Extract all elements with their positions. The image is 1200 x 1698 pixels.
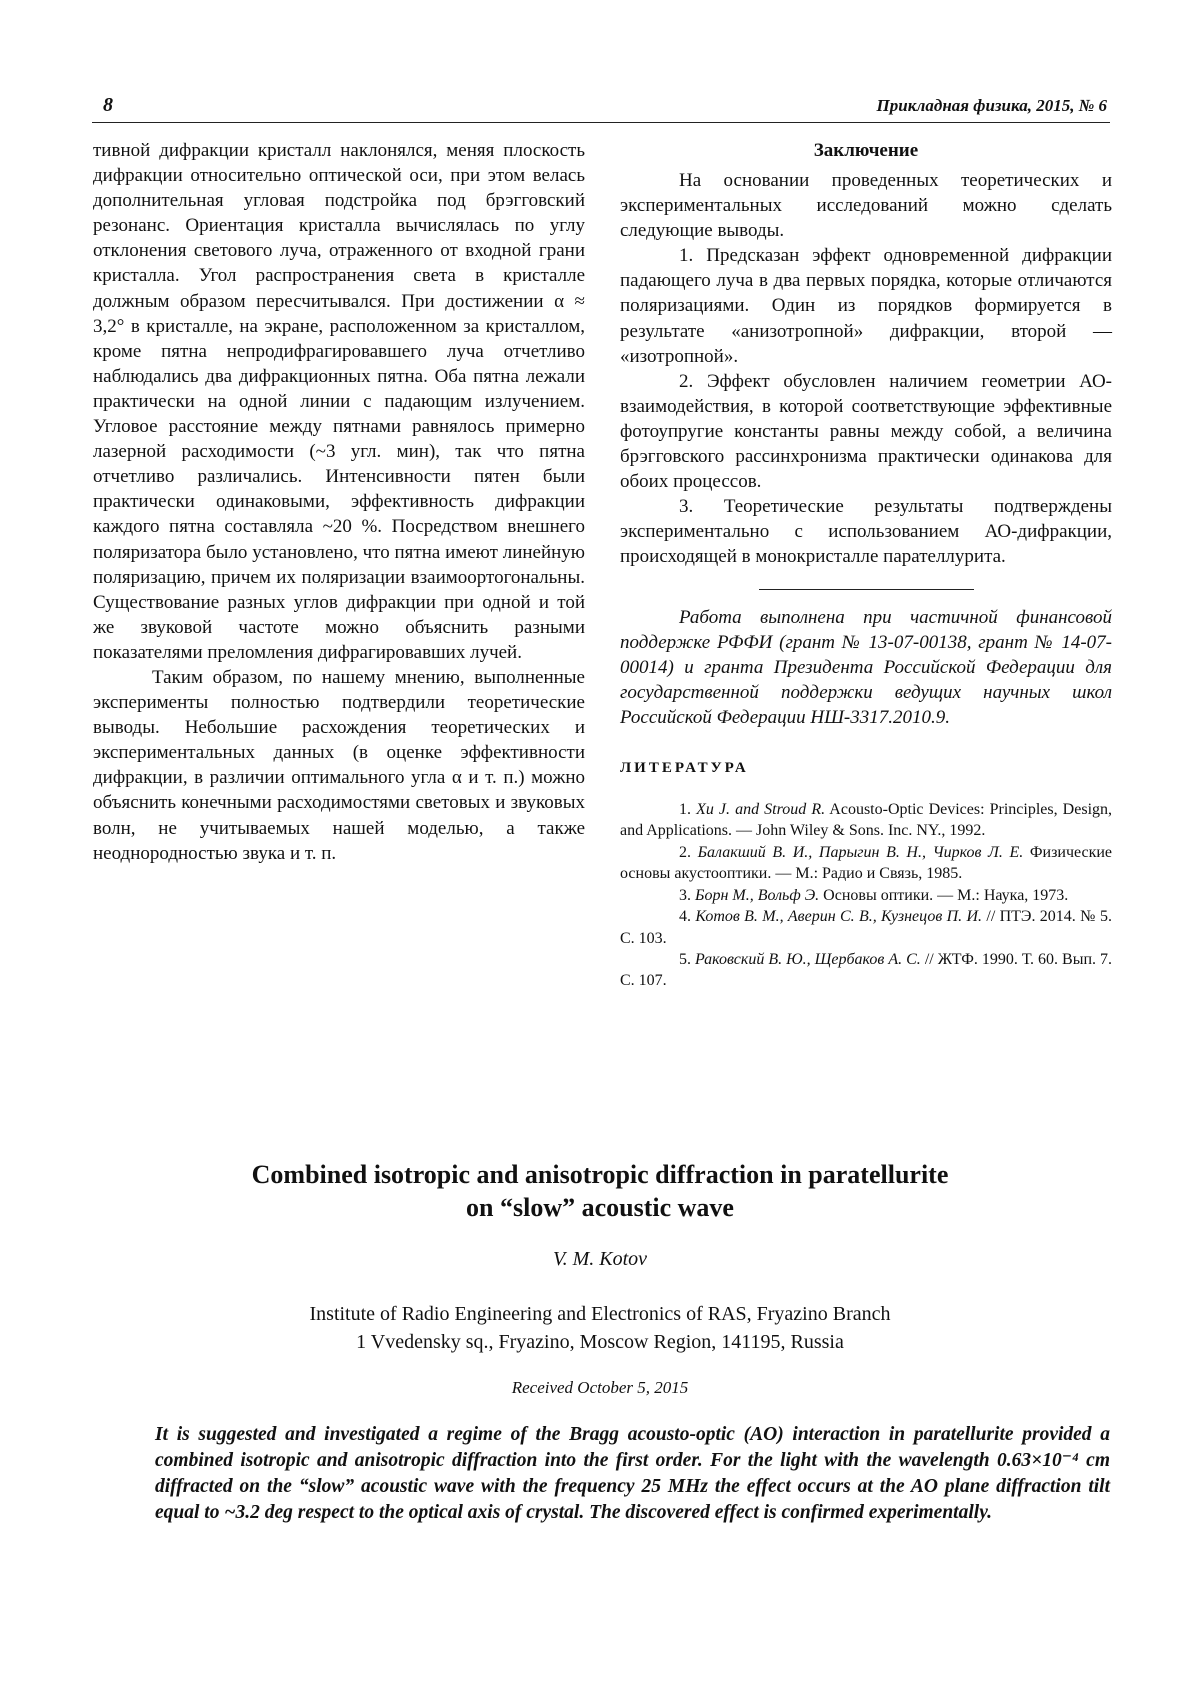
- references-heading: ЛИТЕРАТУРА: [620, 759, 749, 776]
- reference-item: 3. Борн М., Вольф Э. Основы оптики. — М.: Наука, 1973.: [679, 886, 1069, 904]
- page-number: 8: [103, 94, 113, 116]
- english-abstract: It is suggested and investigated a regime of the Bragg acousto-optic (AO) interaction in paratellurite provided a combined isotropic and anisotropic diffraction into the first order. For the light with the wavelength 0.63×10⁻⁴ cm diffracted on the “slow” acoustic wave with the frequency 25 MHz the effect occurs at the AO plane diffraction tilt equal to ~3.2 deg respect to the optical axis of crystal. The discovered effect is confirmed experimentally.: [155, 1424, 1110, 1523]
- conclusion-item: 3. Теоретические результаты подтверждены экспериментально с использованием АО-дифракции, происходящей в монокристалле парателлурита.: [620, 496, 1112, 568]
- english-affiliation: [100, 1300, 1100, 1356]
- reference-item: 5. Раковский В. Ю., Щербаков А. С. // ЖТФ. 1990. Т. 60. Вып. 7. С. 107.: [620, 950, 1113, 990]
- conclusion-item: 1. Предсказан эффект одновременной дифракции падающего луча в два первых порядка, которые отличаются поляризациями. Один из порядков формируется в результате «анизотропной» дифракции, второй — «изотропной».: [620, 245, 1112, 367]
- reference-item: 1. Xu J. and Stroud R. Acousto-Optic Devices: Principles, Design, and Applications. — John Wiley & Sons. Inc. NY., 1992.: [620, 801, 1113, 840]
- paragraph: Таким образом, по нашему мнению, выполненные эксперименты полностью подтвердили теоретические выводы. Небольшие расхождения теоретических и экспериментальных данных (в оценке эффективности дифракции, в различии оптимального угла α и т. п.) можно объяснить конечными расходимостями световых и звуковых волн, не учитываемых нашей моделью, а также неоднородностью звука и т. п.: [93, 666, 585, 864]
- page-header: [92, 92, 1110, 123]
- reference-list: [620, 799, 1112, 992]
- received-date: Received October 5, 2015: [511, 1378, 689, 1397]
- left-column: [93, 138, 585, 866]
- english-title: [100, 1158, 1100, 1224]
- conclusion-intro: На основании проведенных теоретических и экспериментальных исследований можно сделать следующие выводы.: [620, 170, 1112, 242]
- reference-item: 2. Балакший В. И., Парыгин В. Н., Чирков Л. Е. Физические основы акустооптики. — М.: Радио и Связь, 1985.: [620, 843, 1113, 883]
- conclusion-heading: Заключение: [813, 140, 919, 161]
- section-divider: [759, 589, 974, 590]
- affiliation-line: Institute of Radio Engineering and Electronics of RAS, Fryazino Branch: [309, 1303, 891, 1325]
- acknowledgment: Работа выполнена при частичной финансовой поддержке РФФИ (грант № 13-07-00138, грант № 14-07-00014) и гранта Президента Российской Федерации для государственной поддержки ведущих научных школ Российской Федерации НШ-3317.2010.9.: [620, 606, 1112, 728]
- conclusion-item: 2. Эффект обусловлен наличием геометрии АО-взаимодействия, в которой соответствующие эффективные фотоупругие константы равны между собой, а величина брэгговского рассинхронизма практически одинакова для обоих процессов.: [620, 370, 1112, 493]
- journal-title: Прикладная физика, 2015, № 6: [876, 96, 1107, 115]
- title-line: Combined isotropic and anisotropic diffraction in paratellurite: [251, 1160, 949, 1189]
- reference-item: 4. Котов В. М., Аверин С. В., Кузнецов П. И. // ПТЭ. 2014. № 5. С. 103.: [620, 908, 1113, 947]
- english-author: V. M. Kotov: [552, 1248, 648, 1270]
- affiliation-line: 1 Vvedensky sq., Fryazino, Moscow Region, 141195, Russia: [356, 1331, 844, 1353]
- paragraph: тивной дифракции кристалл наклонялся, меняя плоскость дифракции относительно оптической оси, при этом велась дополнительная угловая подстройка под брэгговский резонанс. Ориентация кристалла вычислялась по углу отклонения светового луча, отраженного от входной грани кристалла. Угол распространения света в кристалле должным образом пересчитывался. При достижении α ≈ 3,2° в кристалле, на экране, расположенном за кристаллом, кроме пятна непродифрагировавшего луча отчетливо наблюдались два дифракционных пятна. Оба пятна лежали практически на одной линии с падающим излучением. Угловое расстояние между пятнами равнялось примерно лазерной расходимости (~3 угл. мин), так что пятна отчетливо различались. Интенсивности пятен были практически одинаковыми, эффективность дифракции каждого пятна составляла ~20 %. Посредством внешнего поляризатора было установлено, что пятна имеют линейную поляризацию, причем их поляризации взаимоортогональны. Существование разных углов дифракции при одной и той же звуковой частоте можно объяснить разными показателями преломления дифрагировавших лучей.: [93, 140, 585, 663]
- right-column: [620, 138, 1112, 992]
- title-line: on “slow” acoustic wave: [466, 1193, 734, 1222]
